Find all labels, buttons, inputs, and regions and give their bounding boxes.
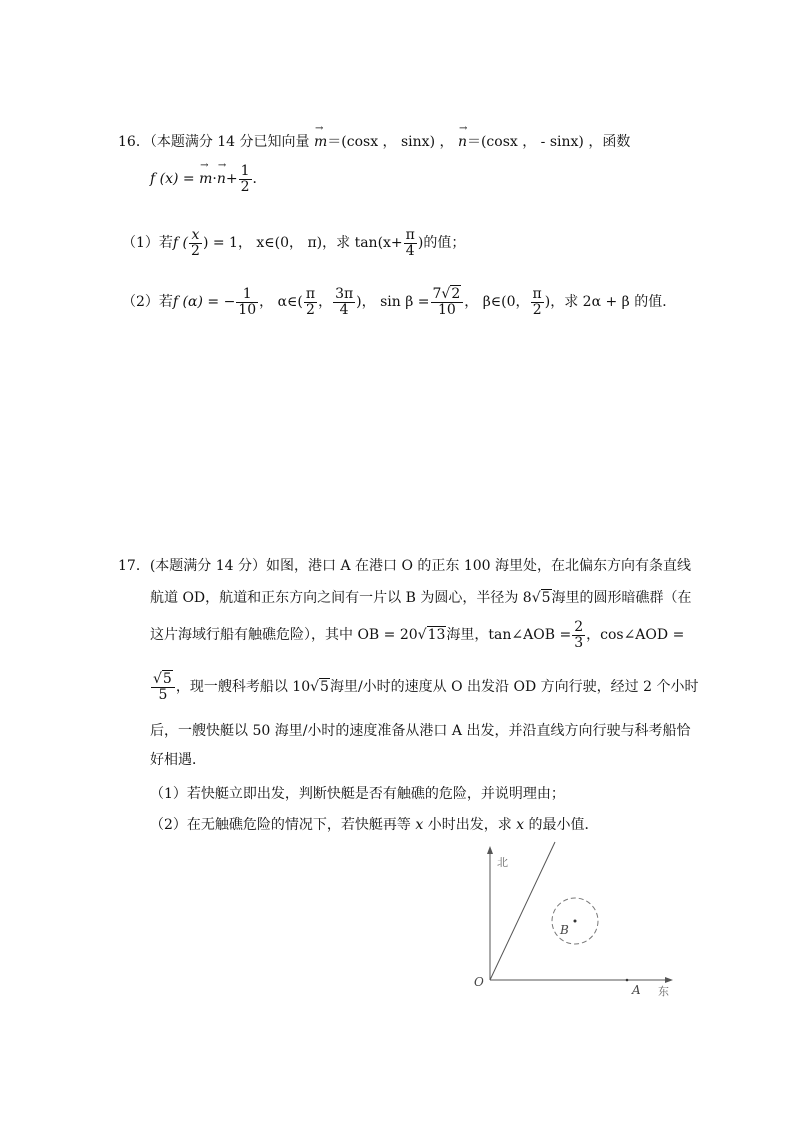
q17-line2 xyxy=(150,587,692,607)
q17-line1: 17．(本题满分 14 分）如图，港口 A 在港口 O 的正东 100 海里处，在北偏东方向有条直线 xyxy=(118,558,691,574)
frac-num: 3π xyxy=(335,286,354,302)
north-label: 北 xyxy=(497,856,508,869)
q16-m-def: ＝(cosx ， sinx) ， xyxy=(327,134,454,150)
frac-num: π xyxy=(532,286,542,302)
fraction-2-over-3 xyxy=(572,620,585,650)
frac-num: π xyxy=(305,286,316,302)
q16-f-lhs: f (x) = xyxy=(150,171,195,188)
frac-den: 10 xyxy=(238,301,257,318)
sqrt-sign: √5 xyxy=(531,590,551,606)
vector-n: → n xyxy=(458,134,467,150)
q16-line1 xyxy=(118,131,630,151)
fraction-7root2-over-10 xyxy=(431,287,464,317)
north-arrowhead xyxy=(487,846,493,854)
q16-end: ． xyxy=(252,171,267,188)
radicand: 2 xyxy=(451,286,461,302)
frac-den: 2 xyxy=(306,301,315,318)
q17-l4-post: 海里/小时的速度从 O 出发沿 OD 方向行驶，经过 2 个小时 xyxy=(329,679,699,696)
fraction-pi-over-2-b xyxy=(531,287,544,317)
sqrt-sign: √13 xyxy=(417,627,446,644)
q17-l4-pre: ，现一艘科考船以 10 xyxy=(175,679,311,696)
fraction-1-over-10 xyxy=(236,287,258,317)
frac-num: 2 xyxy=(574,619,584,635)
q17-l3-mid: 海里，tan∠AOB = xyxy=(446,627,572,644)
q16-line2 xyxy=(150,164,267,194)
q16-p2-end: )，求 2α + β 的值． xyxy=(544,294,677,311)
frac-num: 1 xyxy=(236,287,258,303)
frac-num: x xyxy=(189,228,202,244)
east-label: 东 xyxy=(658,985,669,998)
fraction-half xyxy=(239,164,252,194)
origin-label: O xyxy=(474,975,484,989)
q16-p2-sin: )， sin β = xyxy=(356,294,430,311)
q16-p2-beta: ， β∈(0， xyxy=(464,294,530,311)
q16-p1-f: f ( xyxy=(172,235,189,252)
q16-p2-f: f (α) = − xyxy=(172,294,236,311)
q16-number: 16． xyxy=(118,134,150,150)
q17-line6: 好相遇． xyxy=(150,752,206,768)
q17-p2-x2: x xyxy=(516,817,525,833)
q16-p2-comma: ， xyxy=(318,294,333,311)
harbor-figure xyxy=(462,838,682,1003)
q16-header: （本题满分 14 分已知向量 xyxy=(149,134,310,150)
q16-n-def: ＝(cosx ， - sinx) ，函数 xyxy=(466,134,631,150)
frac-den: 4 xyxy=(339,301,349,318)
point-a-label: A xyxy=(632,983,641,997)
center-b-dot xyxy=(574,920,577,923)
q17-p2-pre: （2）在无触礁危险的情况下，若快艇再等 xyxy=(150,817,411,833)
fraction-pi-over-2 xyxy=(304,287,317,317)
q16-plus: + xyxy=(225,171,238,188)
frac-den: 2 xyxy=(191,242,200,259)
q16-part1 xyxy=(122,228,465,258)
fraction-x-over-2 xyxy=(189,228,202,258)
fraction-pi-over-4 xyxy=(404,228,417,258)
frac-den: 4 xyxy=(405,242,415,259)
frac-den: 2 xyxy=(240,178,250,195)
q16-p2-label: （2）若 xyxy=(122,294,173,311)
q17-part1: （1）若快艇立即出发，判断快艇是否有触礁的危险，并说明理由； xyxy=(150,786,565,802)
vector-n-2: → n xyxy=(217,171,226,187)
frac-den: 3 xyxy=(574,634,584,651)
q17-line4 xyxy=(150,672,698,702)
point-b-label: B xyxy=(560,923,569,937)
q17-p2-x: x xyxy=(415,817,424,833)
sqrt-sign: √5 xyxy=(310,679,329,696)
frac-den: 2 xyxy=(532,301,542,318)
fraction-3pi-over-4 xyxy=(333,287,355,317)
q17-l2-pre: 航道 OD，航道和正东方向之间有一片以 B 为圆心，半径为 8 xyxy=(150,590,532,606)
coef: 7 xyxy=(432,286,442,302)
q16-p1-label: （1）若 xyxy=(122,235,173,252)
q16-p1-mid: ) = 1， x∈(0， π)，求 tan(x+ xyxy=(202,235,403,252)
q17-l3-pre: 这片海域行船有触礁危险），其中 OB = 20 xyxy=(150,627,418,644)
q17-p2-mid: 小时出发，求 xyxy=(427,817,512,833)
sqrt-sign: √2 xyxy=(441,286,461,302)
frac-num xyxy=(151,672,175,688)
frac-num: 1 xyxy=(240,163,250,179)
q17-p2-end: 的最小值． xyxy=(528,817,599,833)
frac-num: π xyxy=(405,227,415,243)
q17-part2 xyxy=(150,814,599,834)
q16-dot: · xyxy=(212,171,217,188)
east-arrowhead xyxy=(665,977,673,983)
frac-den: 5 xyxy=(158,686,168,703)
q17-line3 xyxy=(150,620,684,650)
q16-part2 xyxy=(122,287,676,317)
fraction-root5-over-5 xyxy=(151,672,175,702)
frac-num xyxy=(431,287,464,303)
vector-m: → m xyxy=(314,134,327,150)
frac-den: 10 xyxy=(437,301,456,318)
radicand: 5 xyxy=(162,671,172,687)
radicand: 5 xyxy=(541,590,551,606)
q16-p1-end: )的值； xyxy=(417,235,466,252)
radicand: 5 xyxy=(320,679,329,696)
point-a-dot xyxy=(626,979,629,982)
radicand: 13 xyxy=(427,627,446,644)
q17-line5: 后，一艘快艇以 50 海里/小时的速度准备从港口 A 出发，并沿直线方向行驶与科考船恰 xyxy=(150,723,691,739)
sqrt-sign: √5 xyxy=(153,671,172,687)
q17-l3-post: ，cos∠AOD = xyxy=(586,627,685,644)
q17-l2-post: 海里的圆形暗礁群（在 xyxy=(551,590,692,606)
q16-p2-alpha: ， α∈( xyxy=(259,294,303,311)
vector-m-2: → m xyxy=(199,171,212,187)
